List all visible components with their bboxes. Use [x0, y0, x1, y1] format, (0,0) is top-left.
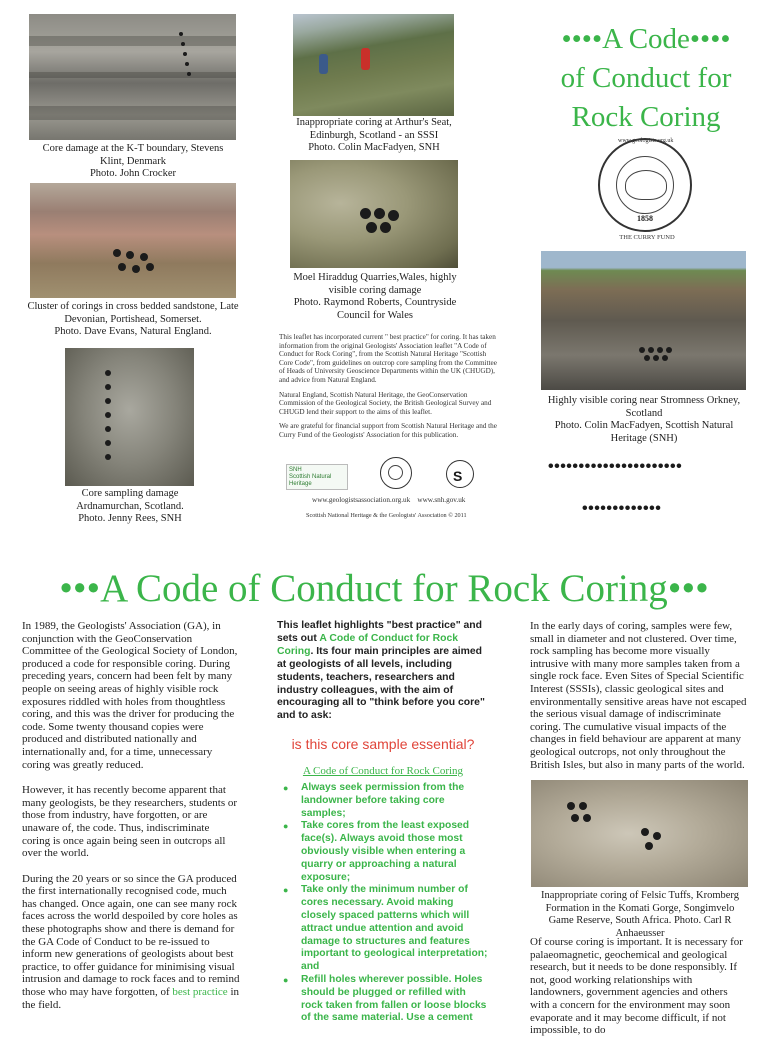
best-practice-link[interactable]: best practice	[172, 986, 228, 999]
history-paragraph-2: However, it has recently become apparent that many geologists, be they researchers, students or those from industry, have forgotten, or are unaware of, the code. Thus, indiscriminate coring is once again being seen in outcrops all over the world.	[22, 784, 238, 860]
caption-kt-boundary: Core damage at the K-T boundary, Stevens Klint, Denmark Photo. John Crocker	[42, 143, 224, 179]
photo-stromness-orkney	[541, 251, 746, 390]
column-history	[22, 620, 240, 1024]
photo-cross-bedded-sandstone	[30, 183, 236, 298]
code-principles-list	[277, 782, 489, 1025]
geoconservation-logo: S	[446, 460, 474, 488]
principle-item: ● Take only the minimum number of cores necessary. Avoid making closely spaced patterns which will attract undue attention and avoid damage to structures and features important to geological interpretation; and	[277, 884, 489, 974]
copyright: Scottish National Heritage & the Geologists' Association © 2011	[306, 512, 467, 519]
cover-title-line3: Rock Coring	[571, 101, 721, 133]
cover-title-line2: of Conduct for	[560, 62, 732, 94]
column-context-continued	[530, 936, 748, 1050]
cover-title-line1: ••••A Code••••	[561, 23, 731, 55]
caption-arthurs-seat: Inappropriate coring at Arthur's Seat, Edinburgh, Scotland - an SSSI Photo. Colin MacFadyen, SNH	[296, 117, 452, 153]
principle-item: ● Take cores from the least exposed face(s). Always avoid those most obviously visible when entering a quarry or approaching a natural exposure;	[277, 820, 489, 884]
note-best-practice: This leaflet has incorporated current " best practice" for coring. It has taken information from the original Geologists' Association leaflet "A Code of Conduct for Rock Coring", from the Scottish Natural Heritage "Scottish Core Code", from guidelines on outcrop core sampling from the Committee of Heads of University Geoscience Departments within the UK (CHUGD), and advice from Natural England.	[279, 333, 497, 384]
logo-fund: THE CURRY FUND	[619, 234, 675, 241]
logo-url: www.geologists.org.uk	[618, 138, 674, 144]
ga-small-logo	[380, 457, 412, 489]
ga-url[interactable]: www.geologistsassociation.org.uk	[312, 496, 411, 504]
leaflet-notes	[279, 333, 497, 440]
context-paragraph-2: Of course coring is important. It is necessary for palaeomagnetic, geochemical and geological research, but it needs to be done responsibly. If not, good working relationships with landowners, government agencies and others with a concern for the environment may soon evaporate and it may become difficult, if not impossible, to do	[530, 936, 743, 1037]
photo-arthurs-seat	[293, 14, 454, 116]
code-of-conduct-link[interactable]: A Code of Conduct for Rock Coring	[277, 632, 459, 657]
history-paragraph-3: During the 20 years or so since the GA produced the first internationally recognised code, much has changed. Once again, one can see many rock faces across the world despoiled by core holes as these photographs show and there is demand for the GA Code of Conduct to be re-issued to inform new generations of geologists about best practice, to offer guidance for minimising visual intrusion and damage to rock faces and to remind those who may have forgotten, of best practice in the field.	[22, 872, 240, 1011]
essential-question: is this core sample essential?	[291, 736, 475, 753]
note-funding: We are grateful for financial support from Scottish Natural Heritage and the Curry Fund of the Geologists' Association for this publication.	[279, 422, 497, 439]
principles-intro: This leaflet highlights "best practice" and sets out A Code of Conduct for Rock Coring. Its four main principles are aimed at geologists of all levels, including students, teachers, researchers and industry colleagues, with the aim of encouraging all to "think before you core" and to ask:	[277, 620, 485, 722]
note-support: Natural England, Scottish Natural Heritage, the GeoConservation Commission of the Geological Society, the British Geological Survey and CHUGD lend their support to the aims of this leaflet.	[279, 390, 492, 416]
photo-felsic-tuffs	[531, 780, 748, 887]
decorative-dots-row1: ••••••••••••••••••••••	[548, 458, 683, 475]
snh-logo: SNH Scottish Natural Heritage	[286, 464, 348, 490]
history-paragraph-1: In 1989, the Geologists' Association (GA), in conjunction with the GeoConservation Committee of the Geological Society of London, produced a code for responsible coring. During preceding years, concern had been felt by many people on seeing areas of highly visible rock exposures riddled with holes from thoughtless coring, and this was the driver for producing the code. Some twenty thousand copies were produced and distributed nationally and internationally and, for a time, unnecessary coring was greatly reduced.	[22, 620, 238, 771]
geologists-association-logo	[598, 138, 692, 232]
principle-item: ● Always seek permission from the landowner before taking core samples;	[277, 782, 489, 820]
main-heading: •••A Code of Conduct for Rock Coring•••	[59, 567, 709, 610]
code-heading: A Code of Conduct for Rock Coring	[302, 765, 464, 778]
column-context	[530, 620, 748, 784]
caption-core-sampling: Core sampling damage Ardnamurchan, Scotland. Photo. Jenny Rees, SNH	[76, 488, 184, 524]
caption-moel-hiraddug: Moel Hiraddug Quarries,Wales, highly visible coring damage Photo. Raymond Roberts, Countryside Council for Wales	[293, 272, 457, 321]
caption-sandstone: Cluster of corings in cross bedded sandstone, Late Devonian, Portishead, Somerset. Photo. Dave Evans, Natural England.	[27, 301, 239, 337]
photo-kt-boundary	[29, 14, 236, 140]
logo-year: 1858	[637, 214, 653, 223]
decorative-dots-row2: •••••••••••••	[582, 500, 662, 517]
cover-title	[530, 20, 762, 137]
photo-moel-hiraddug	[290, 160, 458, 268]
logo-urls	[312, 496, 492, 505]
snh-url[interactable]: www.snh.gov.uk	[417, 496, 466, 504]
caption-stromness-orkney: Highly visible coring near Stromness Orkney, Scotland Photo. Colin MacFadyen, Scottish Natural Heritage (SNH)	[547, 395, 741, 444]
caption-felsic-tuffs: Inappropriate coring of Felsic Tuffs, Kromberg Formation in the Komati Gorge, Songimvelo Game Reserve, South Africa. Photo. Carl R Anhaeusser	[541, 890, 739, 939]
context-paragraph-1: In the early days of coring, samples were few, small in diameter and not clustered. Over time, rock sampling has become more visually intrusive with many more samples taken from a single rock face. Even Sites of Special Scientific Interest (SSSIs), classic geological sites and environmentally sensitive areas have not escaped the serious visual damage of indiscriminate coring. The cumulative visual impacts of the changes in field behaviour are apparent at many geological outcrops, not only throughout the British Isles, but also in many parts of the world.	[530, 620, 747, 771]
photo-core-sampling-ardnamurchan	[65, 348, 194, 486]
principle-item: ● Refill holes wherever possible. Holes should be plugged or refilled with rock taken from fallen or loose blocks of the same material. Use a cement	[277, 974, 489, 1025]
column-principles	[277, 620, 489, 778]
